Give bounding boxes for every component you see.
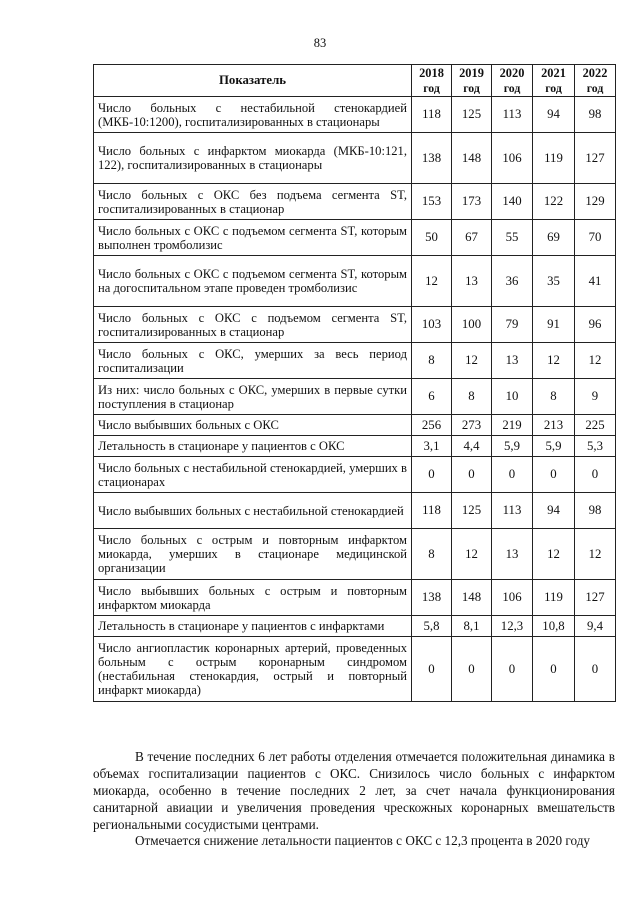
header-year-2020: 2020 год	[492, 65, 533, 97]
row-value-2018: 0	[412, 637, 452, 702]
row-value-2018: 256	[412, 415, 452, 436]
row-indicator-label: Число выбывших больных с нестабильной стенокардией	[94, 493, 412, 529]
row-value-2020: 106	[492, 580, 533, 616]
table-row	[94, 343, 616, 379]
table-row	[94, 436, 616, 457]
row-value-2018: 103	[412, 307, 452, 343]
row-value-2022: 0	[575, 637, 616, 702]
row-value-2020: 13	[492, 529, 533, 580]
table-row	[94, 379, 616, 415]
table-row	[94, 133, 616, 184]
table-row	[94, 307, 616, 343]
row-value-2019: 4,4	[452, 436, 492, 457]
row-indicator-label: Летальность в стационаре у пациентов с инфарктами	[94, 616, 412, 637]
row-value-2019: 125	[452, 97, 492, 133]
row-indicator-label: Число больных с ОКС с подъемом сегмента ST, госпитализированных в стационар	[94, 307, 412, 343]
row-value-2018: 153	[412, 184, 452, 220]
row-value-2018: 3,1	[412, 436, 452, 457]
row-value-2018: 118	[412, 97, 452, 133]
row-value-2022: 98	[575, 97, 616, 133]
row-value-2022: 127	[575, 133, 616, 184]
row-value-2022: 5,3	[575, 436, 616, 457]
row-value-2018: 0	[412, 457, 452, 493]
table-header-row	[94, 65, 616, 97]
row-value-2019: 67	[452, 220, 492, 256]
row-value-2021: 5,9	[533, 436, 575, 457]
table-row	[94, 457, 616, 493]
row-value-2019: 13	[452, 256, 492, 307]
row-value-2022: 70	[575, 220, 616, 256]
page-number: 83	[313, 36, 327, 50]
row-value-2018: 50	[412, 220, 452, 256]
row-value-2021: 119	[533, 133, 575, 184]
paragraph-lethality: Отмечается снижение летальности пациентов с ОКС с 12,3 процента в 2020 году	[135, 833, 591, 848]
header-indicator: Показатель	[94, 65, 412, 97]
row-value-2020: 113	[492, 493, 533, 529]
row-value-2020: 13	[492, 343, 533, 379]
table-row	[94, 256, 616, 307]
row-indicator-label: Летальность в стационаре у пациентов с ОКС	[94, 436, 412, 457]
row-value-2021: 0	[533, 457, 575, 493]
row-value-2018: 6	[412, 379, 452, 415]
row-value-2021: 0	[533, 637, 575, 702]
row-value-2022: 12	[575, 529, 616, 580]
row-value-2022: 41	[575, 256, 616, 307]
table-row	[94, 220, 616, 256]
table-row	[94, 184, 616, 220]
row-indicator-label: Число больных с острым и повторным инфарктом миокарда, умерших в стационаре медицинской организации	[94, 529, 412, 580]
row-indicator-label: Число больных с ОКС без подъема сегмента ST, госпитализированных в стационар	[94, 184, 412, 220]
row-value-2020: 79	[492, 307, 533, 343]
row-value-2020: 36	[492, 256, 533, 307]
row-value-2018: 138	[412, 133, 452, 184]
row-value-2022: 96	[575, 307, 616, 343]
row-value-2021: 8	[533, 379, 575, 415]
table-row	[94, 529, 616, 580]
row-value-2019: 12	[452, 343, 492, 379]
indicators-table	[93, 64, 616, 702]
table-row	[94, 97, 616, 133]
row-value-2021: 119	[533, 580, 575, 616]
row-value-2022: 98	[575, 493, 616, 529]
row-value-2021: 94	[533, 97, 575, 133]
row-value-2019: 173	[452, 184, 492, 220]
row-value-2021: 69	[533, 220, 575, 256]
row-value-2020: 140	[492, 184, 533, 220]
row-indicator-label: Число выбывших больных с ОКС	[94, 415, 412, 436]
row-value-2019: 100	[452, 307, 492, 343]
row-value-2021: 12	[533, 529, 575, 580]
header-year-2019: 2019 год	[452, 65, 492, 97]
row-value-2022: 0	[575, 457, 616, 493]
row-indicator-label: Число больных с ОКС с подъемом сегмента ST, которым на догоспитальном этапе проведен тромболизис	[94, 256, 412, 307]
row-value-2021: 94	[533, 493, 575, 529]
row-value-2020: 219	[492, 415, 533, 436]
row-value-2019: 148	[452, 580, 492, 616]
row-value-2019: 8,1	[452, 616, 492, 637]
row-value-2018: 5,8	[412, 616, 452, 637]
row-value-2022: 127	[575, 580, 616, 616]
row-indicator-label: Число выбывших больных с острым и повторным инфарктом миокарда	[94, 580, 412, 616]
row-value-2021: 35	[533, 256, 575, 307]
row-indicator-label: Число больных с нестабильной стенокардией, умерших в стационарах	[94, 457, 412, 493]
row-indicator-label: Число больных с нестабильной стенокардией (МКБ-10:1200), госпитализированных в стационары	[94, 97, 412, 133]
row-value-2019: 273	[452, 415, 492, 436]
row-value-2020: 55	[492, 220, 533, 256]
row-value-2022: 225	[575, 415, 616, 436]
row-value-2018: 8	[412, 343, 452, 379]
row-value-2020: 113	[492, 97, 533, 133]
row-value-2019: 0	[452, 457, 492, 493]
row-value-2021: 91	[533, 307, 575, 343]
row-value-2019: 0	[452, 637, 492, 702]
row-value-2020: 106	[492, 133, 533, 184]
row-value-2022: 12	[575, 343, 616, 379]
row-value-2022: 129	[575, 184, 616, 220]
row-value-2019: 8	[452, 379, 492, 415]
row-indicator-label: Число больных с ОКС, умерших за весь период госпитализации	[94, 343, 412, 379]
row-indicator-label: Число ангиопластик коронарных артерий, проведенных больным с острым коронарным синдромом (нестабильная стенокардия, острый и повторный инфаркт миокарда)	[94, 637, 412, 702]
paragraph-dynamics: В течение последних 6 лет работы отделения отмечается положительная динамика в объемах госпитализации пациентов с ОКС. Снизилось число больных с инфарктом миокарда, особенно в течение последних 2 лет, за счет начала функционирования санитарной авиации и увеличения проведения чрескожных коронарных вмешательств региональными сосудистыми центрами.	[93, 749, 615, 832]
header-year-2022: 2022 год	[575, 65, 616, 97]
row-value-2019: 12	[452, 529, 492, 580]
header-year-2021: 2021 год	[533, 65, 575, 97]
row-value-2022: 9,4	[575, 616, 616, 637]
row-value-2021: 12	[533, 343, 575, 379]
row-value-2018: 12	[412, 256, 452, 307]
row-value-2022: 9	[575, 379, 616, 415]
table-row	[94, 493, 616, 529]
row-value-2020: 0	[492, 457, 533, 493]
row-value-2021: 10,8	[533, 616, 575, 637]
row-value-2019: 125	[452, 493, 492, 529]
row-value-2018: 8	[412, 529, 452, 580]
header-year-2018: 2018 год	[412, 65, 452, 97]
row-value-2018: 138	[412, 580, 452, 616]
table-row	[94, 415, 616, 436]
row-indicator-label: Из них: число больных с ОКС, умерших в первые сутки поступления в стационар	[94, 379, 412, 415]
row-value-2020: 12,3	[492, 616, 533, 637]
row-value-2019: 148	[452, 133, 492, 184]
table-row	[94, 637, 616, 702]
row-indicator-label: Число больных с ОКС с подъемом сегмента ST, которым выполнен тромболизис	[94, 220, 412, 256]
table-row	[94, 616, 616, 637]
row-value-2020: 0	[492, 637, 533, 702]
row-value-2018: 118	[412, 493, 452, 529]
row-value-2020: 10	[492, 379, 533, 415]
table-row	[94, 580, 616, 616]
row-value-2021: 213	[533, 415, 575, 436]
row-value-2020: 5,9	[492, 436, 533, 457]
row-value-2021: 122	[533, 184, 575, 220]
row-indicator-label: Число больных с инфарктом миокарда (МКБ-10:121, 122), госпитализированных в стационары	[94, 133, 412, 184]
table-body	[94, 97, 616, 702]
